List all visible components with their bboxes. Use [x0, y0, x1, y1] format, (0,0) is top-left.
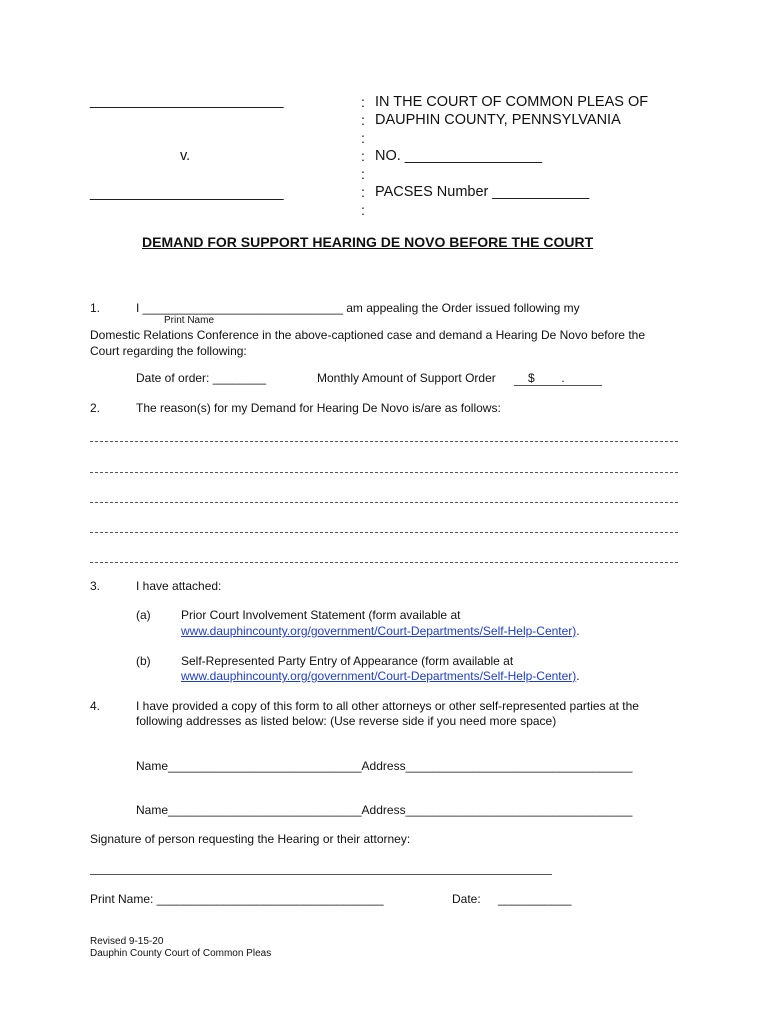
revision-date: Revised 9-15-20: [90, 936, 164, 947]
date-label: Date:: [452, 892, 481, 906]
item1-text-line2: Domestic Relations Conference in the above-captioned case and demand a Hearing De Novo before the: [90, 328, 645, 342]
plaintiff-blank[interactable]: ________________________: [90, 93, 284, 109]
entry-of-appearance-text: Self-Represented Party Entry of Appearance (form available at: [181, 654, 514, 668]
item-number: 3.: [90, 579, 101, 593]
self-help-center-link[interactable]: www.dauphincounty.org/government/Court-Departments/Self-Help-Center): [181, 624, 577, 638]
caption-colon: :: [361, 94, 365, 110]
print-name-field[interactable]: Print Name: __________________________________: [90, 892, 384, 906]
versus-label: v.: [180, 148, 191, 164]
date-of-order-field[interactable]: Date of order: ________: [136, 371, 267, 385]
document-title: DEMAND FOR SUPPORT HEARING DE NOVO BEFORE THE COURT: [142, 234, 594, 250]
court-name-line1: IN THE COURT OF COMMON PLEAS OF: [375, 94, 649, 110]
reason-line[interactable]: [90, 441, 678, 442]
item4-text-line1: I have provided a copy of this form to all other attorneys or other self-represented parties at the: [136, 699, 639, 713]
defendant-blank[interactable]: ________________________: [90, 185, 284, 201]
caption-colon: :: [361, 166, 365, 182]
item-number: 4.: [90, 699, 101, 713]
monthly-amount-label: Monthly Amount of Support Order: [317, 371, 496, 385]
caption-colon: :: [361, 148, 365, 164]
entry-of-appearance-link-line: [181, 669, 580, 683]
item4-text-line2: following addresses as listed below: (Use reverse side if you need more space): [136, 714, 557, 728]
caption-colon: :: [361, 112, 365, 128]
caption-colon: :: [361, 184, 365, 200]
pacses-number-field[interactable]: PACSES Number ____________: [375, 184, 590, 200]
self-help-center-link[interactable]: www.dauphincounty.org/government/Court-Departments/Self-Help-Center): [181, 669, 577, 683]
print-name-caption: Print Name: [164, 315, 215, 326]
reason-line[interactable]: [90, 562, 678, 563]
prior-involvement-link-line: [181, 624, 580, 638]
reason-line[interactable]: [90, 532, 678, 533]
reason-line[interactable]: [90, 472, 678, 473]
monthly-amount-field[interactable]: $ .: [514, 371, 602, 386]
item1-text-line3: Court regarding the following:: [90, 344, 247, 358]
link-period: .: [576, 669, 580, 683]
appellant-name-field[interactable]: I ______________________________ am appealing the Order issued following my: [136, 301, 580, 315]
signature-line[interactable]: [90, 874, 552, 875]
subitem-label: (b): [136, 654, 151, 668]
subitem-label: (a): [136, 608, 151, 622]
date-field[interactable]: ___________: [498, 892, 572, 906]
item-number: 1.: [90, 301, 101, 315]
prior-involvement-text: Prior Court Involvement Statement (form available at: [181, 608, 461, 622]
signature-label: Signature of person requesting the Hearing or their attorney:: [90, 832, 411, 846]
attached-label: I have attached:: [136, 579, 222, 593]
caption-colon: :: [361, 202, 365, 218]
link-period: .: [576, 624, 580, 638]
item-number: 2.: [90, 401, 101, 415]
name-address-row[interactable]: Name_____________________________Address__________________________________: [136, 759, 633, 773]
caption-colon: :: [361, 130, 365, 146]
name-address-row[interactable]: Name_____________________________Address__________________________________: [136, 803, 633, 817]
court-name-line2: DAUPHIN COUNTY, PENNSYLVANIA: [375, 112, 621, 128]
reason-line[interactable]: [90, 502, 678, 503]
case-number-field[interactable]: NO. _________________: [375, 148, 542, 164]
court-footer: Dauphin County Court of Common Pleas: [90, 948, 272, 959]
reasons-label: The reason(s) for my Demand for Hearing De Novo is/are as follows:: [136, 401, 501, 415]
